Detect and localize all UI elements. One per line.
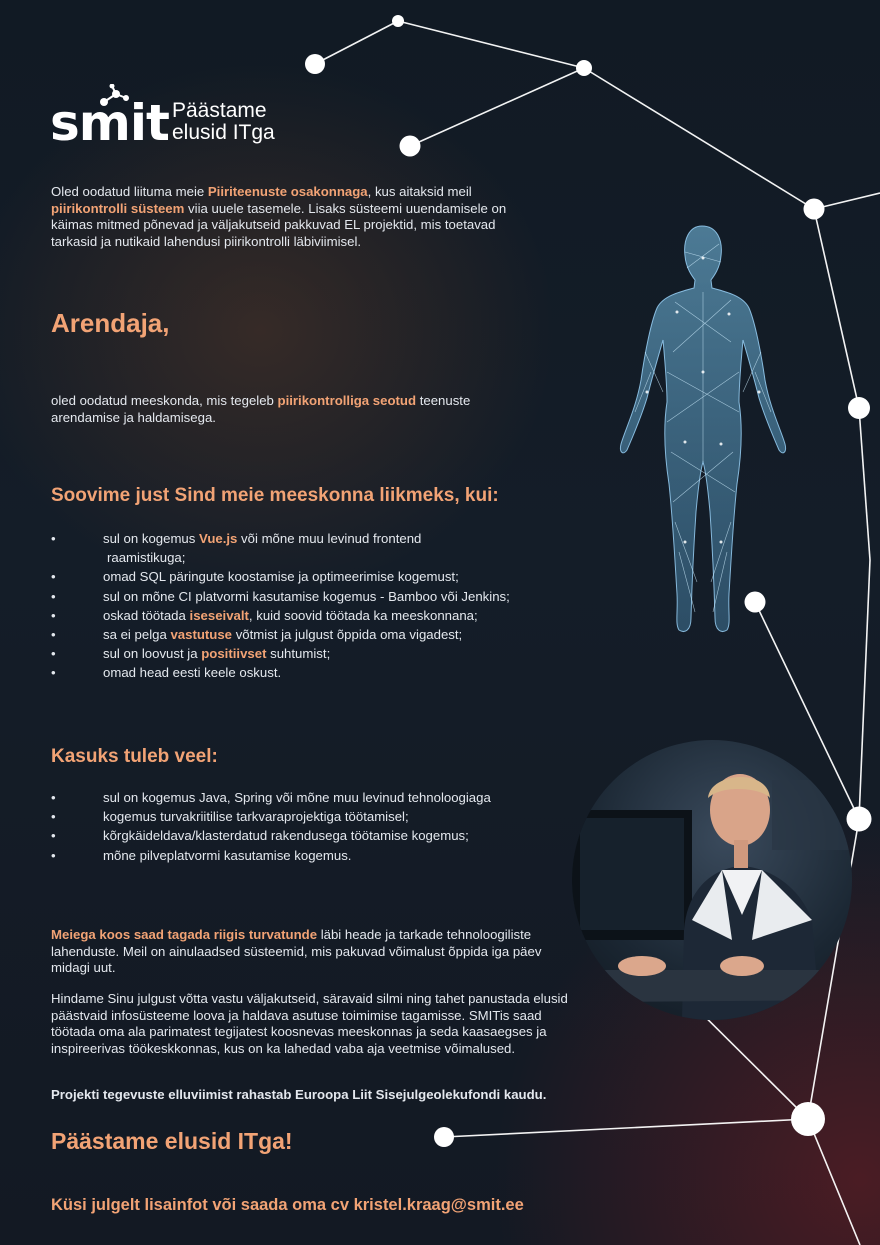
role-paragraph: oled oodatud meeskonda, mis tegeleb piirikontrolliga seotud teenuste arendamise ja haldamisega. [51,393,471,425]
developer-at-computer-image [572,740,852,1020]
list-item: • sa ei pelga vastutuse võtmist ja julgust õppida oma vigadest; [51,625,571,644]
logo-tagline [172,100,275,144]
list-item: • sul on kogemus Java, Spring või mõne muu levinud tehnoloogiaga [51,788,551,807]
list-item: • sul on kogemus Vue.js või mõne muu levinud frontend raamistikuga; [51,529,571,567]
highlight-security: Meiega koos saad tagada riigis turvatunde [51,927,318,942]
intro-paragraph: Oled oodatud liituma meie Piiriteenuste osakonnaga, kus aitaksid meil piirikontrolli süsteem viia uuele tasemele. Lisaks süsteemi uuendamisele on käimas mitmed põnevad ja väljakutseid pakkuvad EL projektid, mis toetavad tarkasid ja nutikaid lahendusi piirikontrolli läbiviimisel. [51,184,507,249]
bonus-list [51,788,551,865]
list-item: • sul on mõne CI platvormi kasutamise kogemus - Bamboo või Jenkins; [51,587,571,606]
list-item: • oskad töötada iseseivalt, kuid soovid töötada ka meeskonnana; [51,606,571,625]
developer-photo [572,740,852,1020]
list-item: • omad head eesti keele oskust. [51,663,571,682]
list-item: • kõrgkäideldava/klasterdatud rakendusega töötamise kogemus; [51,826,551,845]
list-item: • kogemus turvakriitilise tarkvaraprojektiga töötamisel; [51,807,551,826]
list-item: • mõne pilveplatvormi kasutamise kogemus. [51,846,551,865]
tagline-line-1: Päästame [172,99,267,122]
contact-line: Küsi julgelt lisainfot või saada oma cv kristel.kraag@smit.ee [51,1196,524,1214]
list-item: • omad SQL päringute koostamise ja optimeerimise kogemust; [51,567,571,586]
closing-paragraph-2: Hindame Sinu julgust võtta vastu väljakutseid, säravaid silmi ning tahet panustada elusid päästvaid infosüsteeme loova ja haldava asutuse toimimise tagamisse. SMITis saad töötada oma ala parimatest tegijatest koosnevas meeskonnas ja seda kaasaegses ja inspireerivas töökeskkonnas, kus on ka lahedad vaba aja veetmise võimalused. [51,991,568,1056]
wireframe-human-illustration [615,222,790,636]
role-title: Arendaja, [51,308,170,338]
closing-paragraph-1: Meiega koos saad tagada riigis turvatunde läbi heade ja tarkade tehnoloogiliste lahenduste. Meil on ainulaadsed süsteemid, mis pakuvad võimalust õppida iga päev midagi uut. [51,927,542,975]
highlight-department: Piiriteenuste osakonnaga [207,184,368,199]
logo-wordmark: smit [50,94,169,152]
list-item: • sul on loovust ja positiivset suhtumist; [51,644,571,663]
funding-note: Projekti tegevuste elluviimist rahastab Euroopa Liit Sisejulgeolekufondi kaudu. [51,1087,547,1102]
slogan: Päästame elusid ITga! [51,1128,293,1154]
requirements-list [51,529,571,683]
tagline-line-2: elusid ITga [172,121,275,144]
highlight-border-control: piirikontrolliga seotud [277,393,417,408]
highlight-system: piirikontrolli süsteem [51,200,185,216]
requirements-heading: Soovime just Sind meie meeskonna liikmeks, kui: [51,485,499,506]
bonus-heading: Kasuks tuleb veel: [51,746,218,767]
